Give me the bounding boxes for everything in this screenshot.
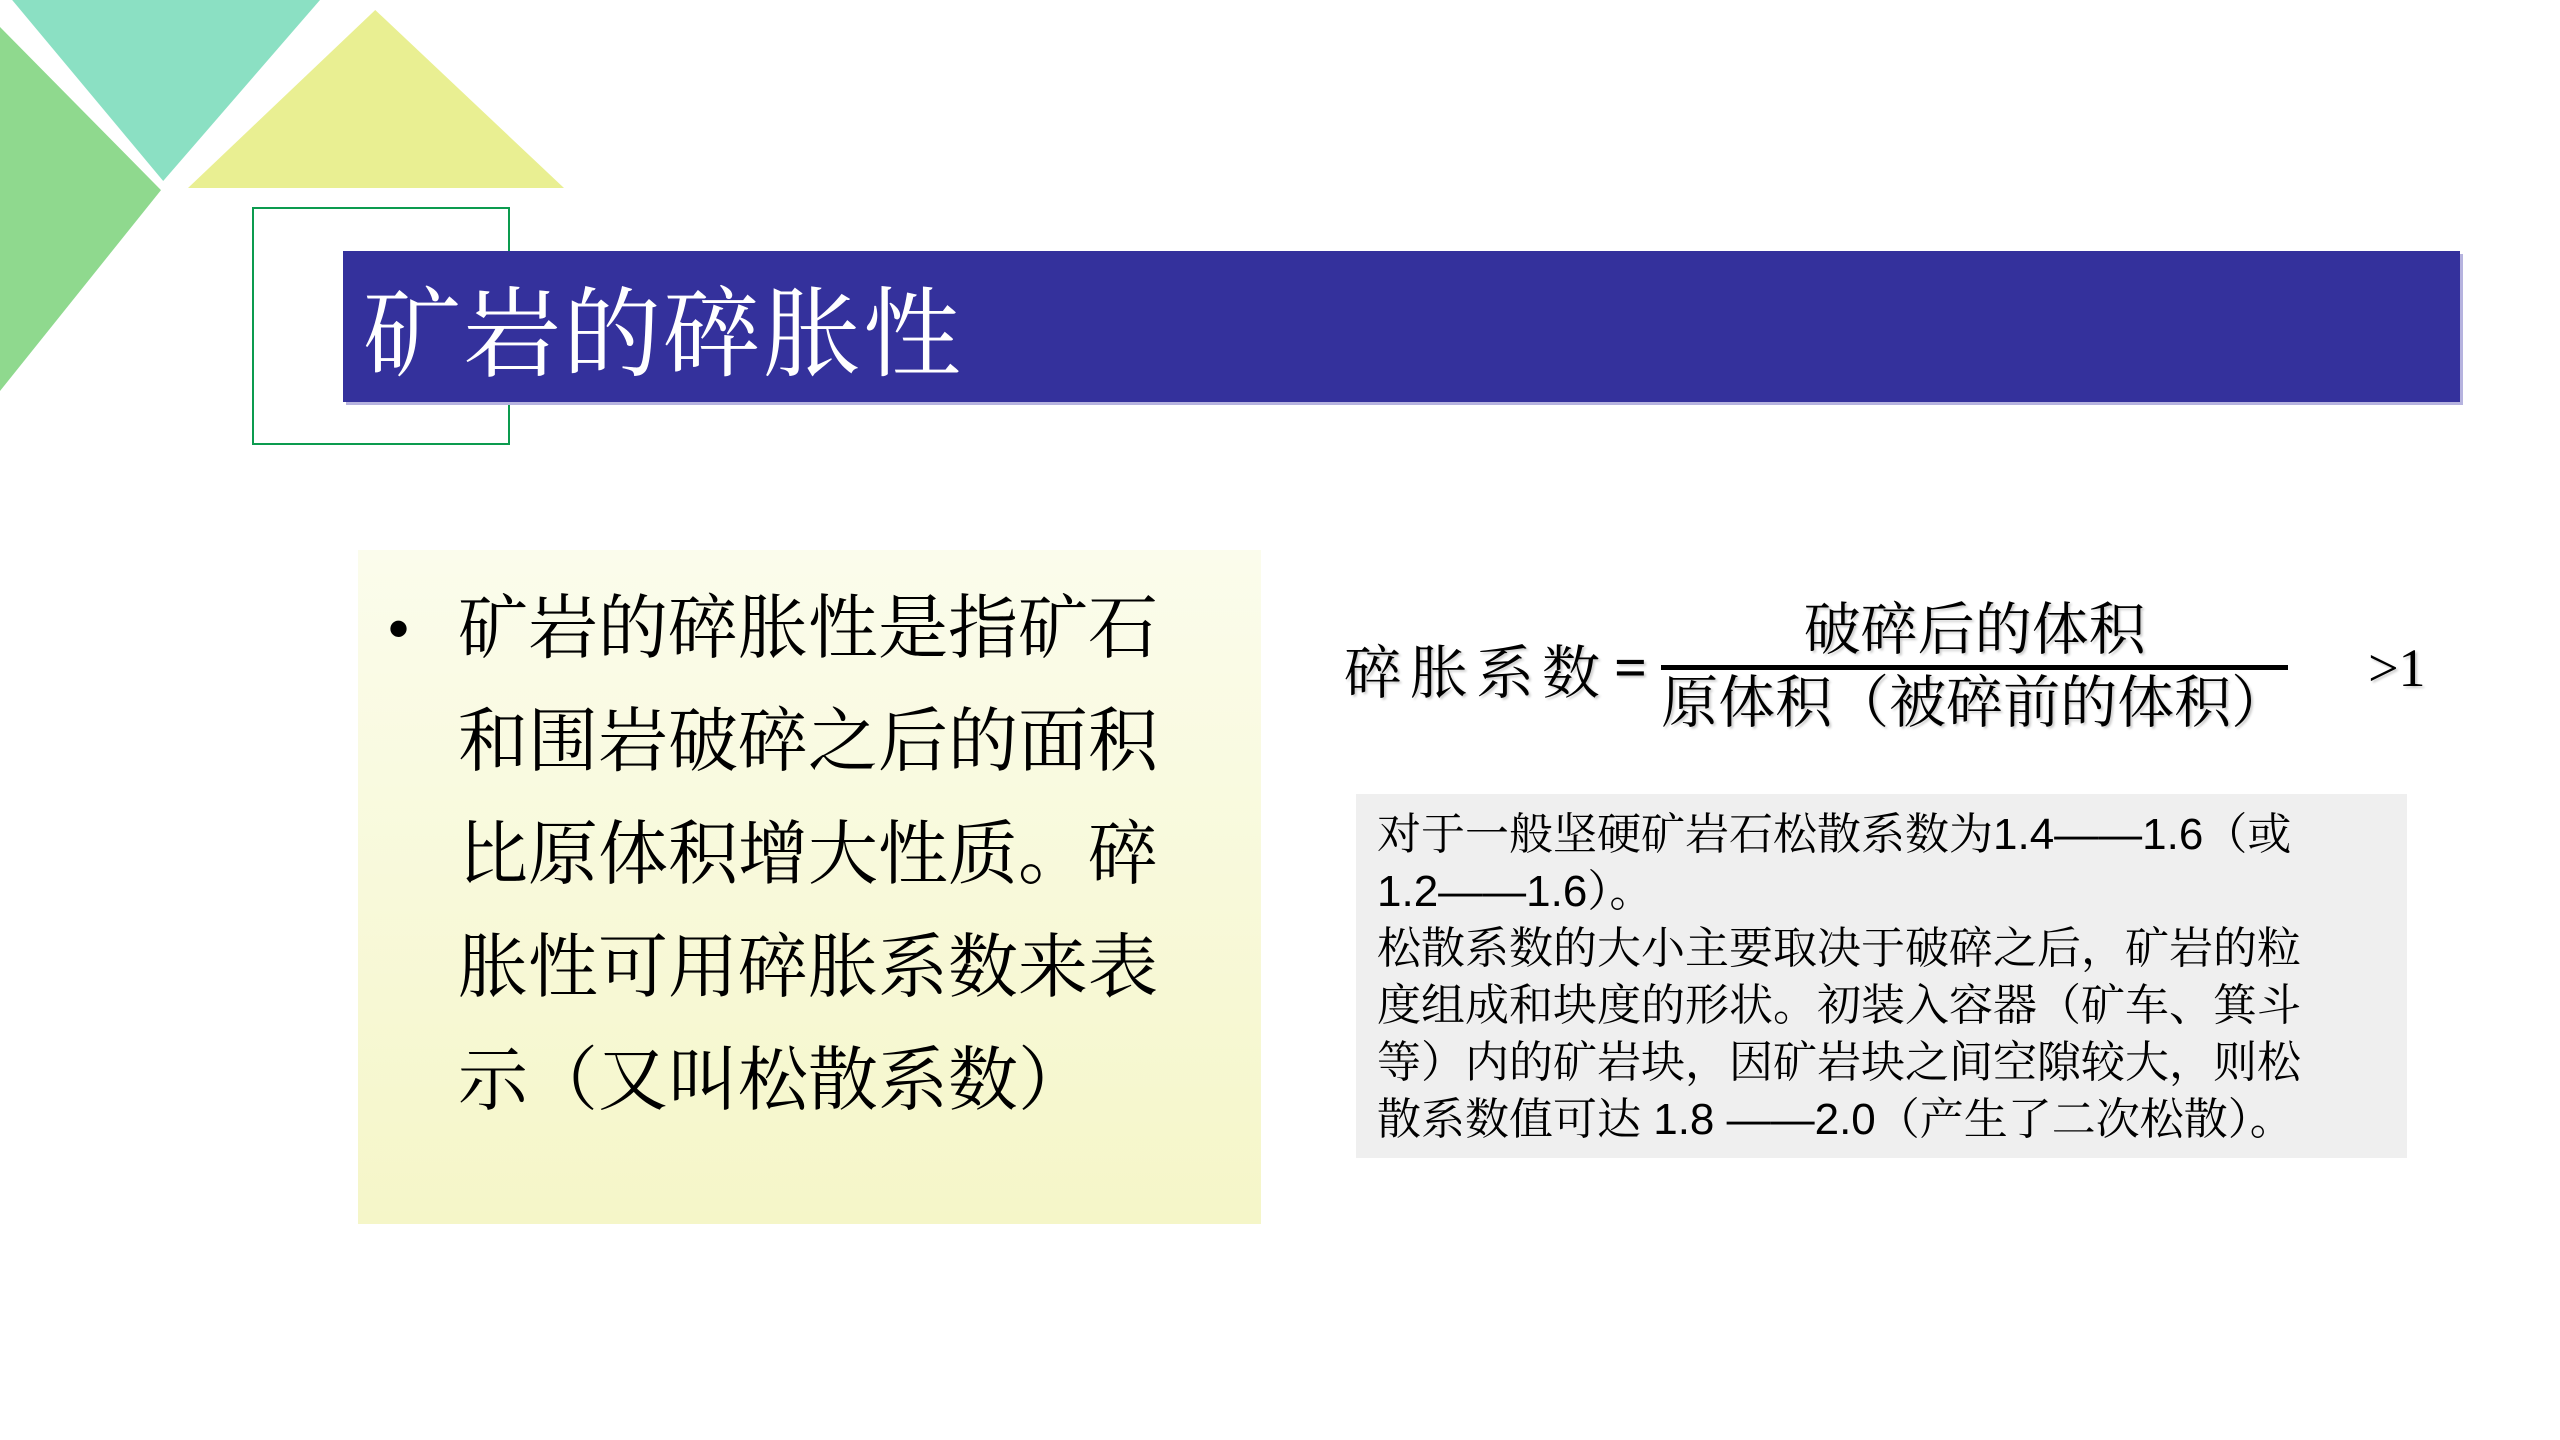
note-line: 对于一般坚硬矿岩石松散系数为1.4——1.6（或 xyxy=(1377,810,2292,859)
note-line: 等）内的矿岩块，因矿岩块之间空隙较大，则松 xyxy=(1377,1038,2301,1087)
fraction-bar xyxy=(1661,665,2288,670)
fraction xyxy=(1661,600,2288,735)
note-line: 1.2——1.6）。 xyxy=(1377,867,1654,916)
bullet-line: 胀性可用碎胀系数来表 xyxy=(458,928,1158,1006)
note-box xyxy=(1356,794,2407,1158)
bullet-lines xyxy=(458,572,1158,1137)
bullet-item xyxy=(358,550,1261,1137)
note-line: 度组成和块度的形状。初装入容器（矿车、箕斗 xyxy=(1377,981,2301,1030)
bullet-line: 和围岩破碎之后的面积 xyxy=(458,702,1158,780)
title-bar xyxy=(343,251,2460,402)
bullet-line: 示（又叫松散系数） xyxy=(458,1041,1088,1119)
formula-lhs: 碎胀系数 xyxy=(1344,640,1609,706)
swell-coefficient-formula xyxy=(1344,600,2426,735)
slide-title: 矿岩的碎胀性 xyxy=(363,282,964,390)
greater-than-one: >1 xyxy=(2368,637,2426,698)
bullet-text-box xyxy=(358,550,1261,1224)
fraction-denominator: 原体积（被碎前的体积） xyxy=(1661,672,2289,735)
equals-sign: = xyxy=(1614,635,1648,700)
bullet-line: 矿岩的碎胀性是指矿石 xyxy=(458,589,1158,667)
bullet-line: 比原体积增大性质。碎 xyxy=(458,815,1158,893)
fraction-numerator: 破碎后的体积 xyxy=(1803,599,2146,662)
note-line: 散系数值可达 1.8 ——2.0（产生了二次松散）。 xyxy=(1377,1095,2294,1144)
bullet-marker: • xyxy=(388,595,410,662)
note-line: 松散系数的大小主要取决于破碎之后，矿岩的粒 xyxy=(1377,924,2301,973)
